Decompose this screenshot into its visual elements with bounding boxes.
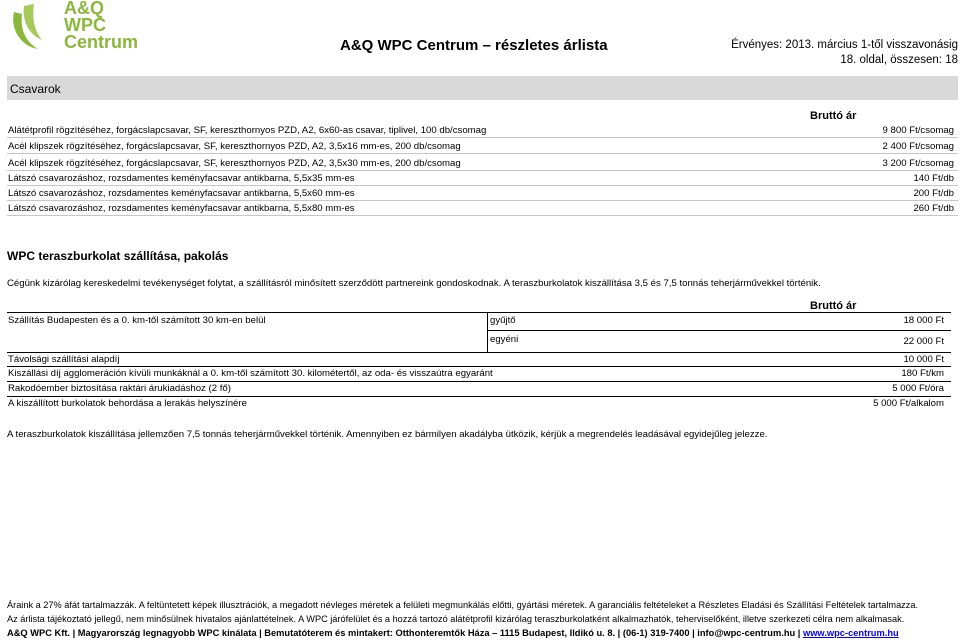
- table-row: [7, 157, 958, 171]
- footer-vat-note: Áraink a 27% áfát tartalmazzák. A feltüntetett képek illusztrációk, a megadott névleges méretek a felületi megmunkálás előtti, gyártási méretek. A garanciális feltételeket a Részletes Eladási és Szállítási Feltételek tartalmazza.: [7, 600, 919, 610]
- logo-line-1: A&Q: [64, 0, 104, 18]
- price-individual: 22 000 Ft: [903, 336, 944, 347]
- section-title-delivery: WPC teraszburkolat szállítása, pakolás: [7, 249, 229, 263]
- row-description: Látszó csavarozáshoz, rozsdamentes keményfacsavar antikbarna, 5,5x80 mm-es: [8, 203, 355, 214]
- logo-swoosh-icon: [8, 2, 60, 54]
- row-price: 2 400 Ft/csomag: [882, 141, 954, 152]
- logo: [8, 0, 148, 58]
- table-row: [7, 172, 958, 186]
- option-collect: gyűjtő: [490, 315, 516, 326]
- row-price: 5 000 Ft/alkalom: [873, 398, 944, 409]
- table-row: [7, 187, 958, 201]
- row-description: Acél klipszek rögzítéséhez, forgácslapcsavar, SF, kereszthornyos PZD, A2, 3,5x30 mm-es, 200 db/csomag: [8, 158, 461, 169]
- footer-company-line: [7, 628, 899, 638]
- page-number: 18. oldal, összesen: 18: [840, 54, 958, 66]
- delivery-table: [7, 312, 951, 411]
- footer-disclaimer: Az árlista tájékoztató jellegű, nem minősülnek hivatalos ajánlattételnek. A WPC járófelület és a hozzá tartozó alátétprofil kizárólag teraszburkolatként alkalmazhatók, teherviselőként, illetve szerkezeti célra nem alkalmasak.: [7, 614, 905, 624]
- section-header-csavarok: [7, 76, 958, 100]
- row-price: 200 Ft/db: [913, 188, 954, 199]
- logo-line-3: Centrum: [64, 32, 139, 52]
- row-price: 10 000 Ft: [903, 354, 944, 365]
- row-price: 9 800 Ft/csomag: [882, 125, 954, 136]
- logo-line-2: WPC: [64, 15, 106, 35]
- section-title: Csavarok: [10, 82, 61, 96]
- row-description: Látszó csavarozáshoz, rozsdamentes keményfacsavar antikbarna, 5,5x60 mm-es: [8, 188, 355, 199]
- row-description: Rakodóember biztosítása raktári árukiadáshoz (2 fő): [8, 383, 231, 394]
- table-row: [7, 140, 958, 154]
- delivery-intro: Cégünk kizárólag kereskedelmi tevékenységet folytat, a szállításról minősített szerződött partnereink gondoskodnak. A teraszburkolatok kiszállítása 3,5 és 7,5 tonnás teherjárművekkel történik.: [7, 278, 821, 289]
- price-column-header-delivery: Bruttó ár: [810, 300, 857, 312]
- website-link[interactable]: www.wpc-centrum.hu: [802, 628, 899, 638]
- delivery-note: A teraszburkolatok kiszállítása jellemzően 7,5 tonnás teherjárművekkel történik. Amennyiben ez bármilyen akadályba ütközik, kérjük a megrendelés leadásával egyidejűleg jelezze.: [7, 429, 768, 440]
- budapest-label: Szállítás Budapesten és a 0. km-től számított 30 km-en belül: [8, 315, 266, 326]
- validity: [731, 38, 958, 68]
- price-collect: 18 000 Ft: [903, 315, 944, 326]
- row-price: 5 000 Ft/óra: [892, 383, 944, 394]
- row-description: Látszó csavarozáshoz, rozsdamentes keményfacsavar antikbarna, 5,5x35 mm-es: [8, 173, 355, 184]
- table-row: [7, 202, 958, 216]
- option-individual: egyéni: [490, 334, 519, 345]
- validity-text: Érvényes: 2013. március 1-től visszavonásig: [731, 39, 958, 51]
- row-description: Acél klipszek rögzítéséhez, forgácslapcsavar, SF, kereszthornyos PZD, A2, 3,5x16 mm-es, 200 db/csomag: [8, 141, 461, 152]
- row-description: A kiszállított burkolatok behordása a lerakás helyszínére: [8, 398, 247, 409]
- row-description: Távolsági szállítási alapdíj: [8, 354, 120, 365]
- document-title: A&Q WPC Centrum – részletes árlista: [340, 37, 608, 54]
- row-description: Kiszállási díj agglomeráción kívüli munkáknál a 0. km-től számított 30. kilométertől, az oda- és visszaútra egyaránt: [8, 368, 493, 379]
- table-row: [7, 124, 958, 138]
- row-price: 260 Ft/db: [913, 203, 954, 214]
- row-price: 140 Ft/db: [913, 173, 954, 184]
- row-price: 3 200 Ft/csomag: [882, 158, 954, 169]
- row-price: 180 Ft/km: [901, 368, 944, 379]
- footer-company: A&Q WPC Kft. | Magyarország legnagyobb WPC kinálata | Bemutatóterem és mintakert: Otthonteremtők Háza – 1115 Budapest, Ildikó u. 8. | (06-1) 319-7400 | info@wpc-centrum.hu |: [7, 628, 801, 638]
- price-column-header: Bruttó ár: [810, 110, 857, 122]
- row-description: Alátétprofil rögzítéséhez, forgácslapcsavar, SF, kereszthornyos PZD, A2, 6x60-as csavar, tiplivel, 100 db/csomag: [8, 125, 487, 136]
